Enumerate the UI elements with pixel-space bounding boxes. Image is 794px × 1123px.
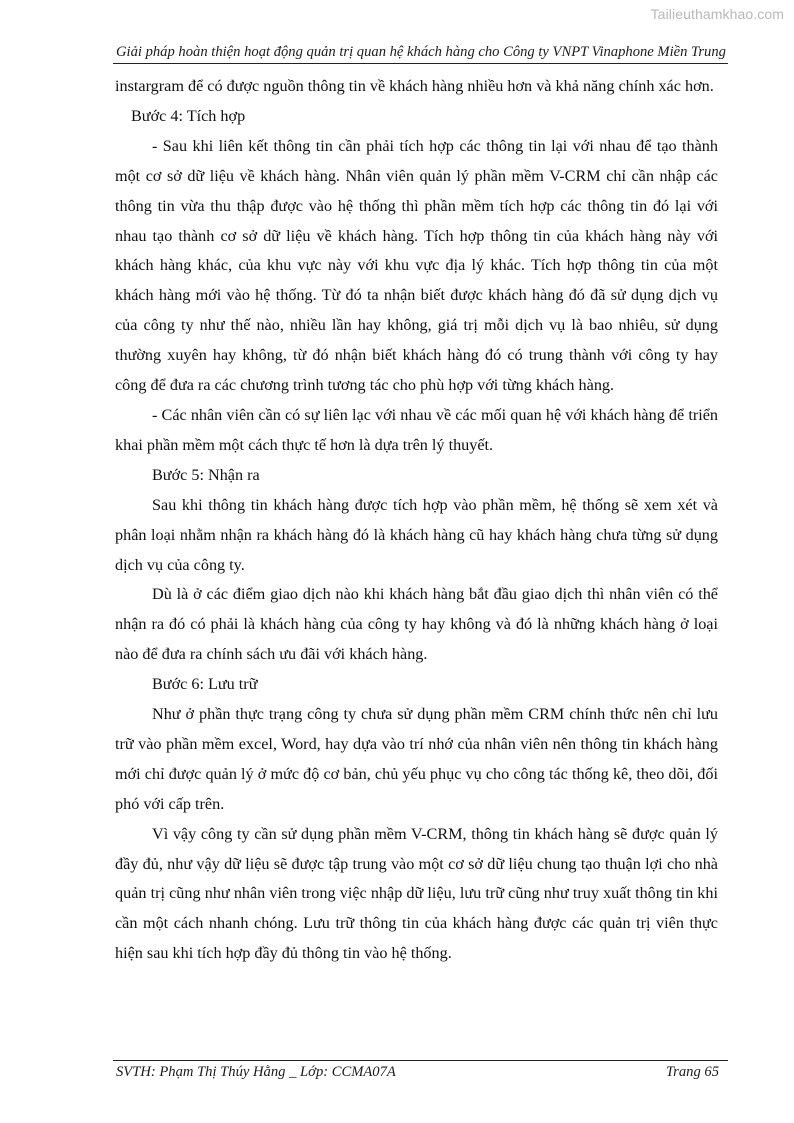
page-number: Trang 65 [665, 1064, 719, 1080]
step-5-heading: Bước 5: Nhận ra [152, 465, 260, 484]
page-body [115, 72, 718, 969]
header-divider [113, 63, 728, 64]
paragraph-staff-contact: - Các nhân viên cần có sự liên lạc với nhau về các mối quan hệ với khách hàng để triển khai phần mềm một cách thực tế hơn là dựa trên lý thuyết. [115, 405, 718, 454]
running-header: Giải pháp hoàn thiện hoạt động quản trị quan hệ khách hàng cho Công ty VNPT Vinaphone Miền Trung [116, 44, 726, 60]
paragraph-vcrm-storage: Vì vậy công ty cần sử dụng phần mềm V-CRM, thông tin khách hàng sẽ được quản lý đầy đủ, như vậy dữ liệu sẽ được tập trung vào một cơ sở dữ liệu chung tạo thuận lợi cho nhà quản trị cũng như nhân viên trong việc nhập dữ liệu, lưu trữ cũng như truy xuất thông tin khi cần một cách nhanh chóng. Lưu trữ thông tin của khách hàng được các quản trị viên thực hiện sau khi tích hợp đầy đủ thông tin vào hệ thống. [115, 824, 718, 963]
paragraph-transaction-points: Dù là ở các điểm giao dịch nào khi khách hàng bắt đầu giao dịch thì nhân viên có thể nhận ra đó có phải là khách hàng của công ty hay không và đó là những khách hàng ở loại nào để đưa ra chính sách ưu đãi với khách hàng. [115, 585, 718, 664]
step-4-heading: Bước 4: Tích hợp [131, 106, 246, 125]
paragraph-current-storage: Như ở phần thực trạng công ty chưa sử dụng phần mềm CRM chính thức nên chỉ lưu trữ vào phần mềm excel, Word, hay dựa vào trí nhớ của nhân viên nên thông tin khách hàng mới chỉ được quản lý ở mức độ cơ bản, chủ yếu phục vụ cho công tác thống kê, theo dõi, đối phó với cấp trên. [115, 705, 718, 813]
step-6-heading: Bước 6: Lưu trữ [152, 675, 258, 694]
footer-author: SVTH: Phạm Thị Thúy Hằng _ Lớp: CCMA07A [116, 1064, 396, 1080]
footer-divider [113, 1060, 728, 1061]
paragraph-continuation: instargram để có được nguồn thông tin về khách hàng nhiều hơn và khả năng chính xác hơn. [115, 77, 714, 95]
paragraph-integration: - Sau khi liên kết thông tin cần phải tích hợp các thông tin lại với nhau để tạo thành một cơ sở dữ liệu về khách hàng. Nhân viên quản lý phần mềm V-CRM chỉ cần nhập các thông tin vừa thu thập được vào hệ thống thì phần mềm tích hợp các thông tin đó lại với nhau tạo thành cơ sở dữ liệu về khách hàng. Tích hợp thông tin của khách hàng này với khách hàng khác, của khu vực này với khu vực địa lý khác. Tích hợp thông tin của một khách hàng mới vào hệ thống. Từ đó ta nhận biết được khách hàng đó đã sử dụng dịch vụ của công ty như thế nào, nhiều lần hay không, giá trị mỗi dịch vụ là bao nhiêu, sử dụng thường xuyên hay không, từ đó nhận biết khách hàng đó có trung thành với công ty hay công để đưa ra các chương trình tương tác cho phù hợp với từng khách hàng. [115, 136, 718, 395]
watermark: Tailieuthamkhao.com [650, 6, 784, 22]
paragraph-recognize: Sau khi thông tin khách hàng được tích hợp vào phần mềm, hệ thống sẽ xem xét và phân loại nhằm nhận ra khách hàng đó là khách hàng cũ hay khách hàng chưa từng sử dụng dịch vụ của công ty. [115, 495, 718, 574]
